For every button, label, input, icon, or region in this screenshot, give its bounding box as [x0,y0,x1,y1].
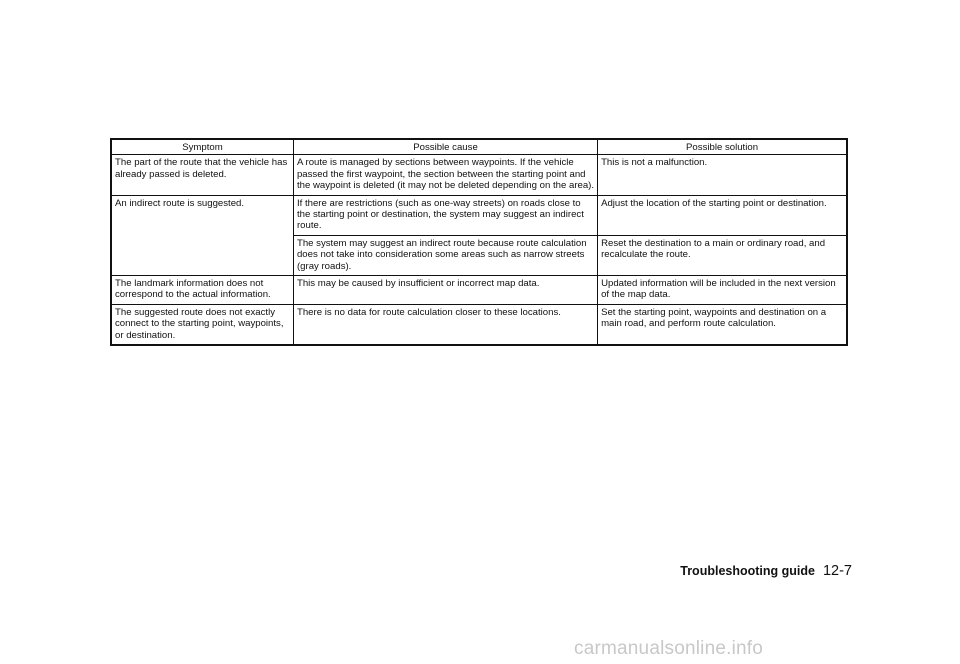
table-row [111,195,847,235]
solution-cell: This is not a malfunction. [598,155,847,195]
cause-cell: This may be caused by insufficient or incorrect map data. [293,276,597,305]
header-possible-cause: Possible cause [293,139,597,155]
table-row [111,155,847,195]
table-row [111,304,847,345]
symptom-cell: The landmark information does not correspond to the actual information. [111,276,293,305]
solution-cell: Updated information will be included in the next version of the map data. [598,276,847,305]
section-title: Troubleshooting guide [680,564,815,578]
cause-cell: A route is managed by sections between waypoints. If the vehicle passed the first waypoint, the section between the starting point and the waypoint is deleted (it may not be deleted depending on the area). [293,155,597,195]
symptom-cell: An indirect route is suggested. [111,195,293,275]
table-header-row [111,139,847,155]
cause-cell: If there are restrictions (such as one-way streets) on roads close to the starting point or destination, the system may suggest an indirect route. [293,195,597,235]
troubleshooting-table [110,138,848,346]
watermark: carmanualsonline.info [574,638,764,659]
table-row [111,276,847,305]
solution-cell: Reset the destination to a main or ordinary road, and recalculate the route. [598,235,847,275]
symptom-cell: The suggested route does not exactly connect to the starting point, waypoints, or destination. [111,304,293,345]
symptom-cell: The part of the route that the vehicle has already passed is deleted. [111,155,293,195]
solution-cell: Adjust the location of the starting point or destination. [598,195,847,235]
header-symptom: Symptom [111,139,293,155]
page-number: 12-7 [822,563,852,579]
solution-cell: Set the starting point, waypoints and destination on a main road, and perform route calculation. [598,304,847,345]
cause-cell: There is no data for route calculation closer to these locations. [293,304,597,345]
cause-cell: The system may suggest an indirect route because route calculation does not take into consideration some areas such as narrow streets (gray roads). [293,235,597,275]
header-possible-solution: Possible solution [598,139,847,155]
page-footer [680,562,852,580]
